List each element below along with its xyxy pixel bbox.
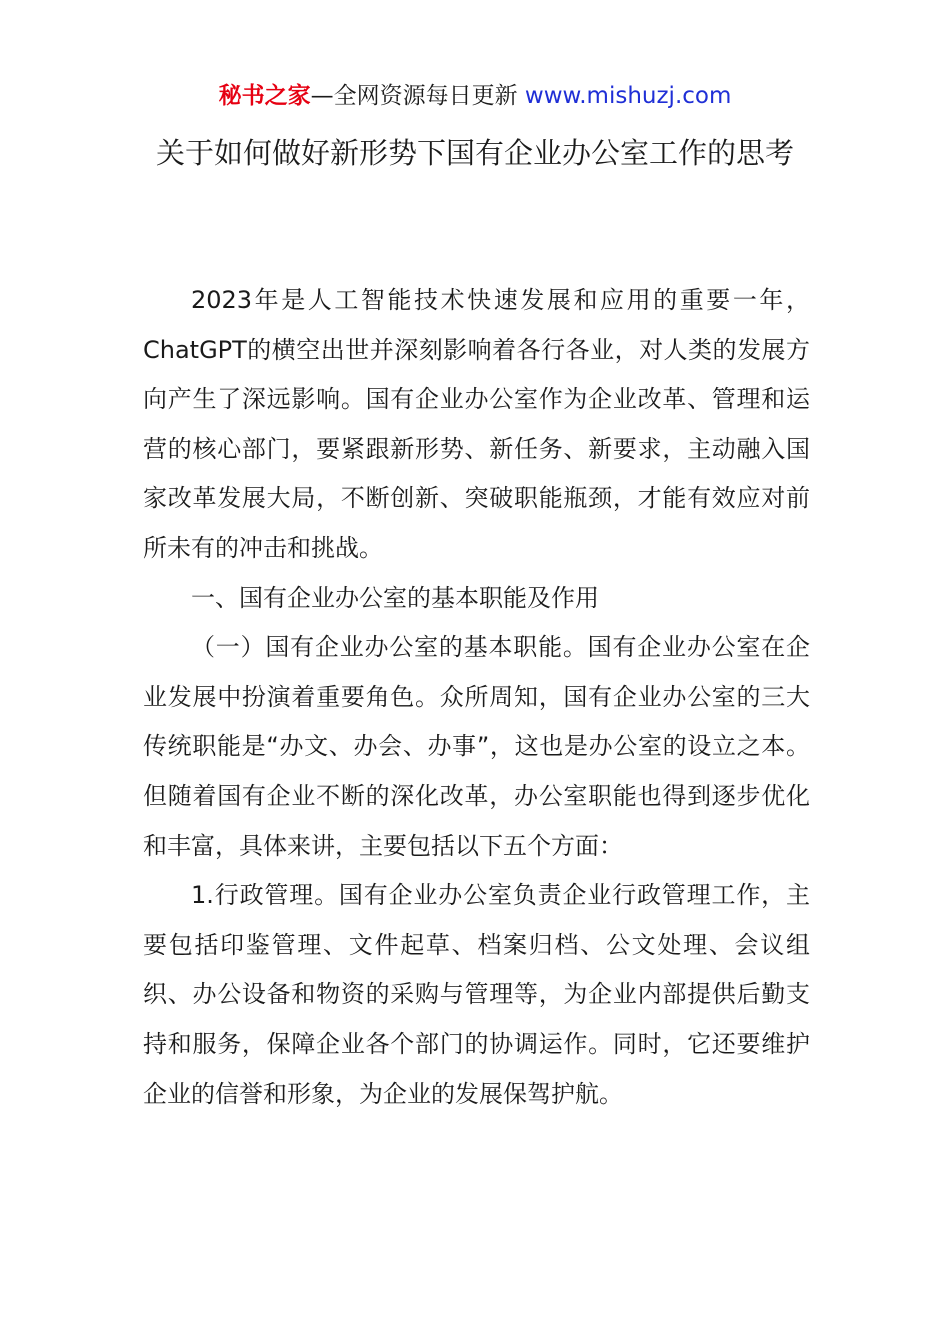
site-header — [0, 80, 950, 112]
paragraph-subsection: （一）国有企业办公室的基本职能。国有企业办公室在企业发展中扮演着重要角色。众所周知，国有企业办公室的三大传统职能是“办文、办会、办事”，这也是办公室的设立之本。但随着国有企业不断的深化改革，办公室职能也得到逐步优化和丰富，具体来讲，主要包括以下五个方面： — [143, 633, 810, 860]
paragraph-item: 1.行政管理。国有企业办公室负责企业行政管理工作，主要包括印鉴管理、文件起草、档案归档、公文处理、会议组织、办公设备和物资的采购与管理等，为企业内部提供后勤支持和服务，保障企业各个部门的协调运作。同时，它还要维护企业的信誉和形象，为企业的发展保驾护航。 — [143, 881, 810, 1108]
brand-name: 秘书之家 — [218, 83, 311, 109]
paragraph-intro: 2023年是人工智能技术快速发展和应用的重要一年，ChatGPT的横空出世并深刻影响着各行各业，对人类的发展方向产生了深远影响。国有企业办公室作为企业改革、管理和运营的核心部门，要紧跟新形势、新任务、新要求，主动融入国家改革发展大局，不断创新、突破职能瓶颈，才能有效应对前所未有的冲击和挑战。 — [143, 286, 810, 562]
site-url-link[interactable]: www.mishuzj.com — [524, 83, 732, 109]
document-title: 关于如何做好新形势下国有企业办公室工作的思考 — [155, 136, 794, 170]
site-slogan: —全网资源每日更新 — [310, 83, 525, 109]
section-heading: 一、国有企业办公室的基本职能及作用 — [191, 583, 599, 612]
document-body — [143, 276, 810, 1119]
